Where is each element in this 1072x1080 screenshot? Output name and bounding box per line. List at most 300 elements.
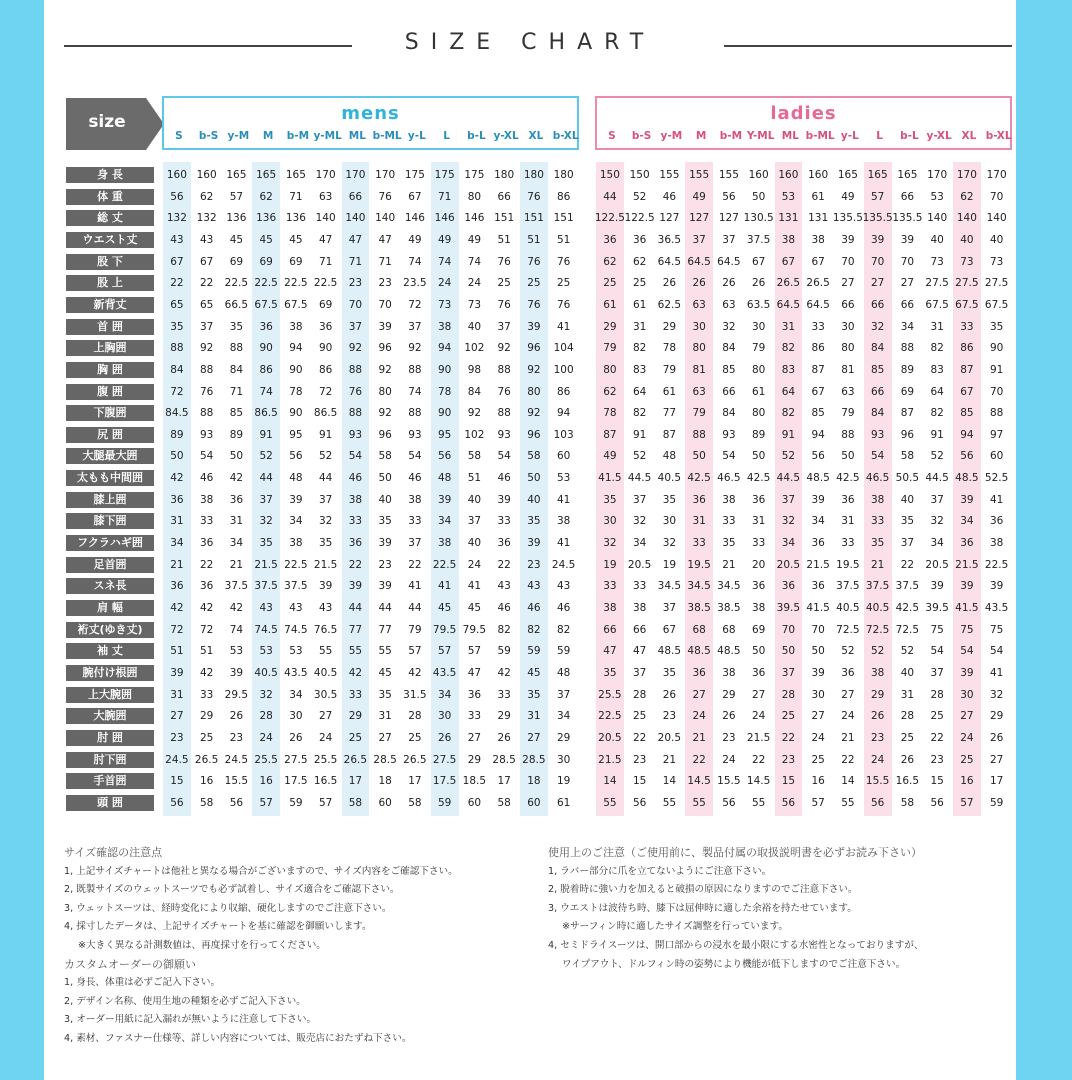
mens-cell: 30 (437, 710, 452, 723)
ladies-cell: 72.5 (836, 623, 860, 636)
mens-cell: 45 (378, 666, 392, 679)
mens-cell: 136 (256, 212, 277, 225)
mens-cell: 35 (229, 320, 244, 333)
mens-cell: 46 (556, 602, 571, 614)
mens-cell: 25 (497, 277, 511, 290)
mens-cell: 102 (464, 342, 485, 355)
row-label: 新背丈 (66, 297, 154, 313)
mens-cell: 175 (404, 169, 425, 181)
ladies-cell: 29 (989, 710, 1004, 723)
ladies-cell: 91 (989, 363, 1004, 376)
ladies-cell: 50 (811, 645, 825, 658)
ladies-cell: 47 (603, 645, 617, 658)
mens-cell: 26.5 (343, 753, 368, 766)
mens-cell: 100 (553, 363, 574, 376)
ladies-cell: 24 (692, 710, 706, 723)
ladies-cell: 55 (841, 796, 855, 809)
mens-cell: 50 (229, 450, 244, 463)
ladies-cell: 15 (632, 775, 647, 788)
ladies-cell: 34.5 (657, 580, 682, 593)
ladies-cell: 66 (603, 623, 617, 636)
mens-cell: 22 (170, 277, 184, 290)
mens-cell: 22.5 (284, 558, 308, 571)
ladies-cell: 36 (603, 233, 617, 246)
ladies-title: ladies (770, 103, 837, 124)
ladies-cell: 30 (841, 320, 855, 333)
mens-cell: 67.5 (254, 298, 278, 311)
ladies-cell: 23 (930, 753, 944, 766)
ladies-cell: 35 (662, 493, 677, 506)
mens-cell: 24 (318, 731, 333, 744)
ladies-cell: 42.5 (895, 602, 920, 614)
mens-cell: 37.5 (254, 580, 278, 593)
note-item: ワイプアウト、ドルフィン時の姿勢により機能が低下しますのでご注意下さい。 (562, 958, 906, 970)
ladies-cell: 33 (960, 320, 974, 333)
mens-cell: 26 (437, 731, 452, 744)
ladies-cell: 86 (960, 342, 974, 355)
ladies-cell: 36 (692, 493, 706, 506)
ladies-cell: 131 (808, 212, 829, 225)
row-label: 太もも中間囲 (66, 470, 154, 486)
ladies-cell: 22 (632, 731, 647, 744)
ladies-cell: 23 (781, 753, 796, 766)
mens-cell: 53 (556, 472, 571, 485)
mens-cell: 16.5 (313, 775, 338, 788)
ladies-cell: 32 (603, 537, 617, 550)
ladies-cell: 155 (659, 169, 680, 181)
ladies-cell: 27 (989, 753, 1004, 766)
mens-cell: 31 (378, 710, 392, 723)
mens-cell: 39 (378, 320, 392, 333)
mens-cell: 46 (408, 472, 422, 485)
ladies-cell: 19.5 (836, 558, 860, 571)
mens-cell: 40 (527, 493, 541, 506)
mens-cell: 88 (199, 363, 214, 376)
ladies-cell: 40 (930, 233, 944, 246)
ladies-cell: 44 (603, 190, 617, 203)
mens-cell: 88 (348, 363, 363, 376)
ladies-cell: 38.5 (687, 602, 711, 614)
mens-cell: 72 (170, 623, 184, 636)
ladies-cell: 47 (632, 645, 647, 658)
ladies-cell: 84 (722, 342, 736, 355)
ladies-cell: 50 (841, 450, 855, 463)
mens-cell: 40 (467, 537, 482, 550)
mens-cell: 33 (497, 515, 511, 528)
ladies-cell: 16 (811, 775, 825, 788)
mens-cell: 33 (199, 515, 214, 528)
mens-cell: 36 (467, 688, 482, 701)
ladies-cell: 35 (603, 666, 617, 679)
mens-cell: 53 (289, 645, 303, 658)
mens-cell: 39 (378, 580, 392, 593)
ladies-cell: 66 (841, 298, 855, 311)
mens-cell: 51 (556, 233, 571, 246)
mens-cell: 151 (553, 212, 574, 225)
ladies-cell: 83 (930, 363, 944, 376)
ladies-cell: 23 (632, 753, 647, 766)
mens-cell: 76 (527, 190, 541, 203)
mens-cell: 175 (464, 169, 485, 181)
mens-cell: 90 (289, 407, 303, 420)
note-item: 4, 採寸したデータは、上記サイズチャートを基に確認を御願いします。 (64, 921, 372, 933)
mens-cell: 58 (378, 450, 392, 463)
mens-cell: 93 (497, 428, 511, 441)
ladies-cell: 31 (632, 320, 647, 333)
ladies-cell: 26.5 (806, 277, 830, 290)
ladies-cell: 37 (722, 233, 736, 246)
mens-cell: 55 (348, 645, 363, 658)
mens-cell: 39 (378, 537, 392, 550)
ladies-cell: 64 (781, 385, 796, 398)
ladies-cell: 29 (603, 320, 617, 333)
ladies-cell: 40.5 (836, 602, 860, 614)
mens-cell: 86.5 (254, 407, 278, 420)
mens-cell: 37 (318, 493, 333, 506)
ladies-cell: 26 (722, 277, 736, 290)
mens-cell: 41 (556, 493, 571, 506)
ladies-cell: 33 (811, 320, 825, 333)
mens-cell: 58 (497, 796, 511, 809)
ladies-cell: 54 (722, 450, 736, 463)
mens-cell: 26.5 (194, 753, 219, 766)
row-label: 肘 囲 (66, 730, 154, 746)
mens-cell: 28 (408, 710, 422, 723)
mens-cell: 151 (523, 212, 544, 225)
ladies-cell: 70 (841, 255, 855, 268)
mens-cell: 47 (348, 233, 363, 246)
ladies-cell: 52 (930, 450, 944, 463)
row-label: 膝下囲 (66, 513, 154, 529)
ladies-size-label: b-S (631, 130, 652, 142)
ladies-cell: 36 (751, 580, 766, 593)
ladies-cell: 79 (841, 407, 855, 420)
mens-cell: 89 (170, 428, 184, 441)
ladies-cell: 64.5 (776, 298, 801, 311)
mens-cell: 71 (437, 190, 452, 203)
mens-cell: 31 (527, 710, 541, 723)
ladies-cell: 36 (811, 580, 825, 593)
mens-cell: 72 (318, 385, 333, 398)
ladies-cell: 57 (811, 796, 825, 809)
ladies-cell: 34 (811, 515, 825, 528)
mens-cell: 90 (437, 363, 452, 376)
mens-cell: 66 (348, 190, 363, 203)
mens-cell: 56 (170, 190, 184, 203)
mens-cell: 37 (199, 320, 214, 333)
mens-cell: 35 (527, 515, 541, 528)
row-label: 体 重 (66, 189, 154, 205)
ladies-cell: 27 (870, 277, 885, 290)
mens-cell: 54 (199, 450, 214, 463)
mens-cell: 33 (348, 688, 363, 701)
ladies-cell: 85 (960, 407, 974, 420)
mens-cell: 74.5 (254, 623, 278, 636)
ladies-cell: 24 (722, 753, 736, 766)
ladies-cell: 70 (989, 190, 1004, 203)
ladies-cell: 14 (603, 775, 617, 788)
mens-cell: 77 (348, 623, 363, 636)
ladies-size-label: L (876, 130, 883, 142)
ladies-cell: 38 (722, 493, 736, 506)
ladies-cell: 39 (811, 493, 825, 506)
mens-cell: 88 (199, 407, 214, 420)
mens-cell: 50 (378, 472, 392, 485)
ladies-cell: 24 (870, 753, 885, 766)
ladies-cell: 165 (897, 169, 918, 181)
ladies-cell: 15.5 (717, 775, 741, 788)
ladies-cell: 66 (870, 298, 885, 311)
mens-cell: 71 (348, 255, 363, 268)
mens-cell: 42 (497, 666, 511, 679)
mens-cell: 53 (229, 645, 244, 658)
mens-cell: 36 (318, 320, 333, 333)
ladies-cell: 160 (808, 169, 829, 181)
mens-cell: 67 (199, 255, 214, 268)
ladies-cell: 15.5 (865, 775, 890, 788)
ladies-cell: 20 (751, 558, 766, 571)
mens-cell: 98 (467, 363, 482, 376)
ladies-cell: 37.5 (865, 580, 890, 593)
mens-cell: 96 (527, 342, 541, 355)
mens-cell: 41 (408, 580, 422, 593)
mens-cell: 41 (467, 580, 482, 593)
ladies-cell: 39 (811, 666, 825, 679)
ladies-cell: 63 (692, 298, 706, 311)
row-label: 手首囲 (66, 773, 154, 789)
ladies-cell: 25 (781, 710, 796, 723)
ladies-cell: 23 (870, 731, 885, 744)
ladies-cell: 21 (692, 731, 706, 744)
ladies-cell: 25 (603, 277, 617, 290)
ladies-cell: 32 (722, 320, 736, 333)
ladies-cell: 36 (960, 537, 974, 550)
ladies-cell: 30 (603, 515, 617, 528)
mens-cell: 132 (166, 212, 187, 225)
mens-cell: 88 (408, 363, 422, 376)
mens-cell: 51 (467, 472, 482, 485)
mens-cell: 15.5 (224, 775, 249, 788)
mens-cell: 31 (170, 515, 184, 528)
ladies-cell: 85 (722, 363, 736, 376)
ladies-size-label: S (608, 130, 616, 142)
mens-cell: 23.5 (403, 277, 427, 290)
ladies-cell: 127 (689, 212, 710, 225)
ladies-cell: 32 (989, 688, 1004, 701)
mens-cell: 73 (437, 298, 452, 311)
mens-cell: 35 (378, 515, 392, 528)
ladies-cell: 33 (870, 515, 885, 528)
mens-cell: 76 (497, 255, 511, 268)
mens-cell: 22.5 (313, 277, 338, 290)
mens-cell: 96 (378, 428, 392, 441)
mens-cell: 67.5 (284, 298, 308, 311)
mens-cell: 55 (318, 645, 333, 658)
mens-cell: 29 (556, 731, 571, 744)
mens-cell: 78 (289, 385, 303, 398)
mens-cell: 27 (467, 731, 482, 744)
ladies-cell: 39 (960, 493, 974, 506)
ladies-cell: 84 (722, 407, 736, 420)
mens-cell: 96 (527, 428, 541, 441)
mens-cell: 27 (527, 731, 541, 744)
ladies-cell: 46.5 (865, 472, 890, 485)
ladies-cell: 85 (811, 407, 825, 420)
mens-cell: 38 (408, 493, 422, 506)
mens-size-label: S (175, 130, 183, 142)
mens-cell: 86.5 (313, 407, 338, 420)
row-label: スネ長 (66, 578, 154, 594)
ladies-cell: 88 (900, 342, 915, 355)
mens-cell: 96 (378, 342, 392, 355)
mens-cell: 43 (556, 580, 571, 593)
ladies-cell: 50 (781, 645, 796, 658)
ladies-cell: 35 (989, 320, 1004, 333)
mens-cell: 45 (467, 602, 482, 614)
ladies-cell: 61 (632, 298, 647, 311)
ladies-cell: 79 (662, 363, 677, 376)
notes-right (548, 844, 924, 974)
ladies-cell: 38 (781, 233, 796, 246)
mens-cell: 67 (408, 190, 422, 203)
ladies-cell: 69 (751, 623, 766, 636)
note-item: ※サーフィン時に適したサイズ調整を行っています。 (562, 921, 788, 933)
ladies-cell: 87 (900, 407, 915, 420)
ladies-cell: 32 (870, 320, 885, 333)
ladies-cell: 78 (603, 407, 617, 420)
ladies-cell: 41.5 (955, 602, 979, 614)
mens-cell: 170 (375, 169, 396, 181)
ladies-cell: 91 (632, 428, 647, 441)
ladies-cell: 50 (751, 190, 766, 203)
ladies-cell: 66 (870, 385, 885, 398)
mens-cell: 39 (497, 493, 511, 506)
ladies-cell: 52 (632, 190, 647, 203)
mens-cell: 61 (556, 796, 571, 809)
mens-cell: 76 (348, 385, 363, 398)
mens-cell: 36 (199, 537, 214, 550)
ladies-cell: 52 (841, 645, 855, 658)
mens-cell: 34 (289, 515, 303, 528)
ladies-cell: 97 (989, 428, 1004, 441)
note-item: 1, 上記サイズチャートは他社と異なる場合がございますので、サイズ内容をご確認下さい。 (64, 865, 458, 877)
mens-cell: 74 (437, 255, 452, 268)
ladies-cell: 64.5 (687, 255, 711, 268)
ladies-cell: 73 (989, 255, 1004, 268)
mens-cell: 23 (348, 277, 363, 290)
ladies-cell: 88 (841, 428, 855, 441)
mens-cell: 86 (318, 363, 333, 376)
row-label: 腹 囲 (66, 384, 154, 400)
ladies-cell: 14 (841, 775, 855, 788)
ladies-cell: 31 (751, 515, 766, 528)
mens-cell: 72 (408, 298, 422, 311)
mens-header (162, 96, 579, 150)
ladies-cell: 73 (960, 255, 974, 268)
notes-right-heading: 使用上のご注意（ご使用前に、製品付属の取扱説明書を必ずお読み下さい） (548, 846, 922, 859)
mens-cell: 35 (259, 537, 273, 550)
ladies-cell: 25 (900, 731, 915, 744)
mens-cell: 37 (467, 515, 482, 528)
ladies-cell: 19 (662, 558, 677, 571)
mens-cell: 42 (199, 666, 214, 679)
mens-cell: 34 (437, 688, 452, 701)
mens-cell: 72 (170, 385, 184, 398)
mens-cell: 34 (229, 537, 244, 550)
ladies-cell: 39 (870, 233, 885, 246)
mens-cell: 79.5 (462, 623, 487, 636)
ladies-cell: 53 (930, 190, 944, 203)
mens-cell: 80 (467, 190, 482, 203)
ladies-cell: 23 (722, 731, 736, 744)
ladies-cell: 38 (603, 602, 617, 614)
ladies-cell: 34 (900, 320, 915, 333)
row-label: 大腿最大囲 (66, 448, 154, 464)
ladies-cell: 63 (692, 385, 706, 398)
ladies-cell: 82 (781, 342, 796, 355)
mens-cell: 30 (556, 753, 571, 766)
ladies-cell: 27 (841, 688, 855, 701)
mens-cell: 17 (348, 775, 363, 788)
ladies-cell: 20.5 (776, 558, 801, 571)
ladies-cell: 66 (900, 298, 915, 311)
ladies-cell: 33 (692, 537, 706, 550)
ladies-cell: 21.5 (955, 558, 979, 571)
ladies-cell: 28 (781, 688, 796, 701)
mens-cell: 42 (348, 666, 363, 679)
mens-cell: 73 (467, 298, 482, 311)
mens-cell: 170 (315, 169, 336, 181)
mens-cell: 59 (497, 645, 511, 658)
mens-cell: 82 (527, 623, 541, 636)
mens-cell: 43 (170, 233, 184, 246)
mens-cell: 48 (289, 472, 303, 485)
mens-cell: 43 (289, 602, 303, 614)
ladies-cell: 165 (837, 169, 858, 181)
row-label: 頭 囲 (66, 795, 154, 811)
ladies-cell: 29 (722, 688, 736, 701)
mens-cell: 160 (166, 169, 187, 181)
mens-cell: 92 (497, 342, 511, 355)
mens-cell: 39 (437, 493, 452, 506)
mens-cell: 40 (467, 320, 482, 333)
mens-cell: 25.5 (254, 753, 278, 766)
mens-cell: 60 (527, 796, 541, 809)
ladies-cell: 35 (722, 537, 736, 550)
mens-cell: 56 (289, 450, 303, 463)
ladies-cell: 20.5 (627, 558, 652, 571)
ladies-cell: 61 (662, 385, 677, 398)
mens-cell: 39 (229, 666, 244, 679)
mens-cell: 140 (315, 212, 336, 225)
mens-cell: 180 (494, 169, 515, 181)
mens-cell: 33 (497, 688, 511, 701)
mens-cell: 24 (437, 277, 452, 290)
ladies-cell: 20.5 (657, 731, 682, 744)
mens-cell: 30.5 (313, 688, 338, 701)
mens-cell: 37 (408, 537, 422, 550)
mens-cell: 40 (467, 493, 482, 506)
mens-cell: 36 (497, 537, 511, 550)
ladies-cell: 31 (692, 515, 706, 528)
ladies-cell: 36 (781, 580, 796, 593)
ladies-cell: 48.5 (955, 472, 979, 485)
ladies-cell: 34.5 (717, 580, 741, 593)
mens-cell: 31 (170, 688, 184, 701)
mens-cell: 43 (199, 233, 214, 246)
mens-cell: 44 (318, 472, 333, 485)
ladies-cell: 24 (751, 710, 766, 723)
